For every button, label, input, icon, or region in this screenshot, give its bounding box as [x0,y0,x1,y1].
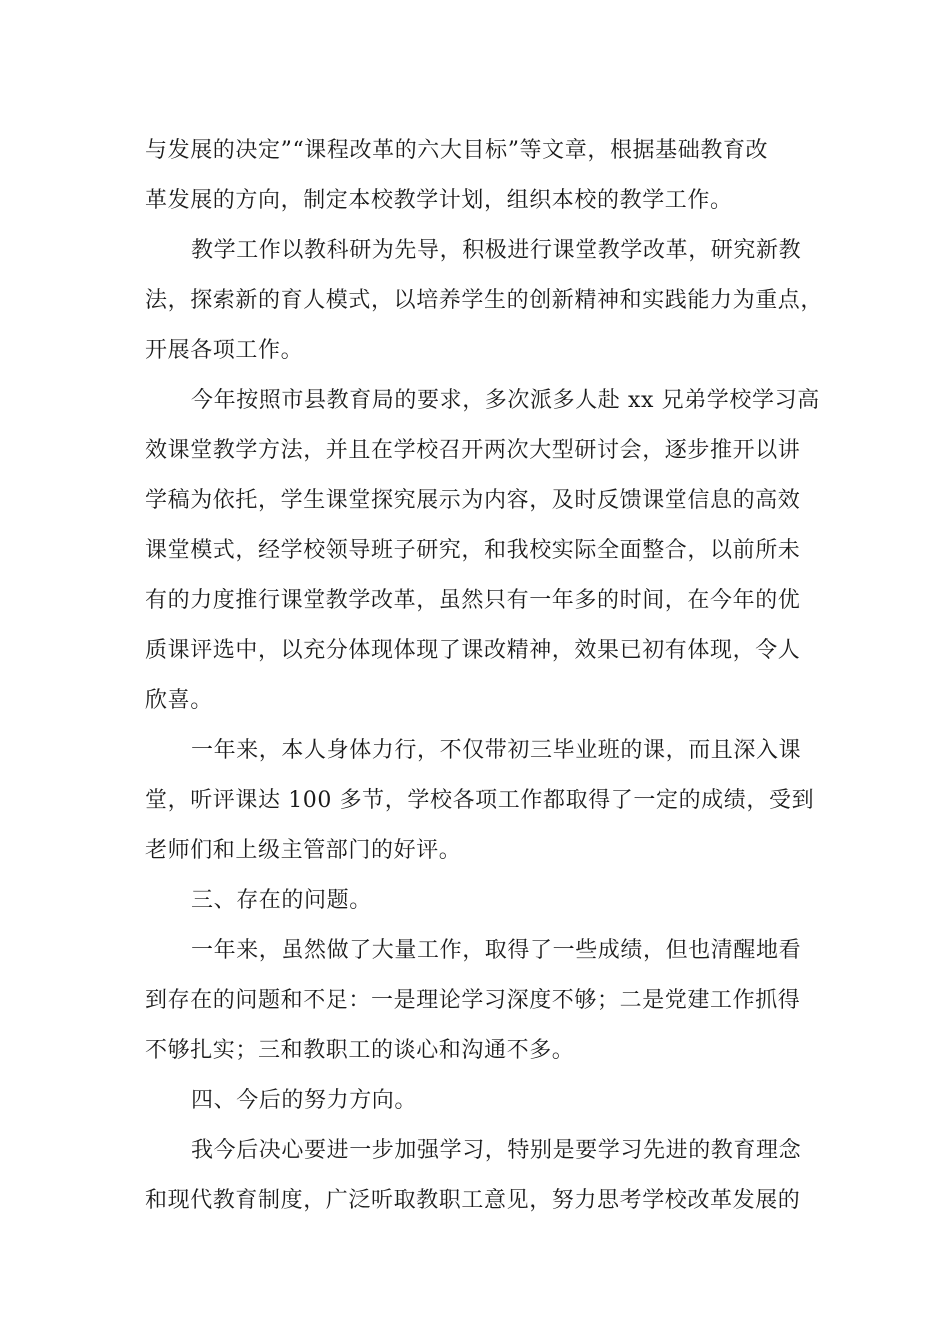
text-line: 课堂模式，经学校领导班子研究，和我校实际全面整合，以前所未 [145,538,801,563]
text-line: 老师们和上级主管部门的好评。 [145,838,462,863]
paragraph-start: 一年来，虽然做了大量工作，取得了一些成绩，但也清醒地看 [191,938,802,963]
text-line: 欣喜。 [145,688,213,713]
section-heading: 三、存在的问题。 [191,888,372,913]
text-line: 不够扎实；三和教职工的谈心和沟通不多。 [145,1038,575,1063]
text-line: 革发展的方向，制定本校教学计划，组织本校的教学工作。 [145,188,733,213]
text-line: 和现代教育制度，广泛听取教职工意见，努力思考学校改革发展的 [145,1188,801,1213]
text-line: 法，探索新的育人模式，以培养学生的创新精神和实践能力为重点， [145,288,824,313]
text-line: 质课评选中，以充分体现体现了课改精神，效果已初有体现，令人 [145,638,801,663]
text-line: 效课堂教学方法，并且在学校召开两次大型研讨会，逐步推开以讲 [145,438,801,463]
paragraph-start: 一年来，本人身体力行，不仅带初三毕业班的课，而且深入课 [191,738,802,763]
paragraph-start: 教学工作以教科研为先导，积极进行课堂教学改革，研究新教 [191,238,802,263]
section-heading: 四、今后的努力方向。 [191,1088,418,1113]
text-line: 到存在的问题和不足：一是理论学习深度不够；二是党建工作抓得 [145,988,801,1013]
text-line: 与发展的决定”“课程改革的六大目标”等文章，根据基础教育改 [145,138,769,163]
text-line: 学稿为依托，学生课堂探究展示为内容，及时反馈课堂信息的高效 [145,488,801,513]
paragraph-start: 今年按照市县教育局的要求，多次派多人赴 xx 兄弟学校学习高 [191,388,820,413]
paragraph-start: 我今后决心要进一步加强学习，特别是要学习先进的教育理念 [191,1138,802,1163]
text-line: 开展各项工作。 [145,338,304,363]
text-line: 堂，听评课达 100 多节，学校各项工作都取得了一定的成绩，受到 [145,788,815,813]
text-line: 有的力度推行课堂教学改革，虽然只有一年多的时间，在今年的优 [145,588,801,613]
